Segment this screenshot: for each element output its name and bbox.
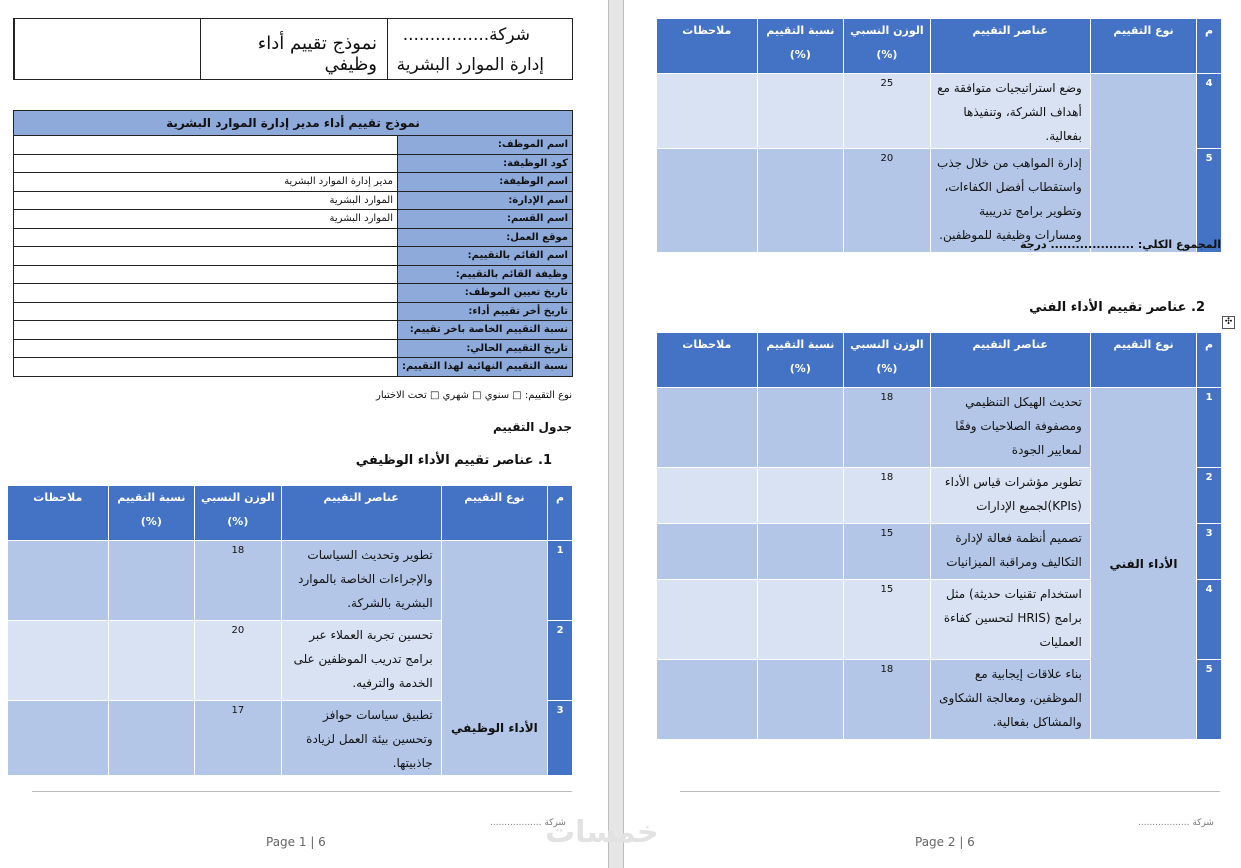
info-row [14,265,573,284]
info-value[interactable] [14,302,398,321]
header-empty-cell [14,19,200,79]
evaluation-type-options: نوع التقييم: □ سنوي □ شهري □ تحت الاختبار [375,390,572,401]
row-number: 4 [1197,74,1222,149]
notes-input-cell[interactable] [8,701,109,776]
evaluation-element: تطوير مؤشرات قياس الأداء (KPIs)لجميع الإدارات [930,468,1090,524]
evaluation-type-cell: الأداء الوظيفي [441,541,547,776]
info-row [14,302,573,321]
info-label: نسبة التقييم الخاصة باخر تقييم: [397,321,572,340]
info-row [14,339,573,358]
schedule-title: جدول التقييم [493,420,572,434]
col-elements: عناصر التقييم [281,486,441,541]
section1-title: 1. عناصر تقييم الأداء الوظيفي [355,453,552,468]
row-number: 3 [1197,524,1222,580]
header-form-cell [200,19,387,79]
info-row [14,154,573,173]
header-box [13,18,573,80]
row-number: 3 [548,701,573,776]
table-row [8,541,573,621]
evaluation-element: إدارة المواهب من خلال جذب واستقطاب أفضل الكفاءات، وتطوير برامج تدريبية ومسارات وظيفية للموظفين. [930,149,1090,253]
info-value[interactable] [14,284,398,303]
evaluation-element: استخدام تقنيات حديثة) مثل برامج (HRIS لتحسين كفاءة العمليات [930,580,1090,660]
info-row [14,321,573,340]
notes-input-cell[interactable] [657,468,758,524]
rating-input-cell[interactable] [108,541,195,621]
rating-input-cell[interactable] [757,660,844,740]
notes-input-cell[interactable] [657,149,758,253]
rating-input-cell[interactable] [757,468,844,524]
info-value[interactable]: الموارد البشرية [14,210,398,229]
section1-evaluation-table [7,485,573,776]
table-row [657,388,1222,468]
employee-info-table [13,110,573,377]
info-value[interactable] [14,339,398,358]
relative-weight: 15 [844,580,931,660]
evaluation-element: وضع استراتيجيات متوافقة مع أهداف الشركة، وتنفيذها بفعالية. [930,74,1090,149]
row-number: 2 [1197,468,1222,524]
evaluation-element: تطوير وتحديث السياسات والإجراءات الخاصة بالموارد البشرية بالشركة. [281,541,441,621]
info-label: اسم الإدارة: [397,191,572,210]
info-label: موقع العمل: [397,228,572,247]
info-table-title: نموذج تقييم أداء مدير إدارة الموارد البشرية [14,111,573,136]
info-label: وظيفة القائم بالتقييم: [397,265,572,284]
relative-weight: 20 [195,621,282,701]
info-row [14,136,573,155]
info-label: اسم القائم بالتقييم: [397,247,572,266]
row-number: 2 [548,621,573,701]
footer-divider [32,791,572,792]
info-row [14,358,573,377]
col-rating: نسبة التقييم (%) [108,486,195,541]
col-rating: نسبة التقييم (%) [757,333,844,388]
info-row [14,247,573,266]
relative-weight: 18 [844,468,931,524]
evaluation-element: تحسين تجربة العملاء عبر برامج تدريب الموظفين على الخدمة والترفيه. [281,621,441,701]
footer-company: شركة .................. [1138,818,1214,828]
info-label: تاريخ تعيين الموظف: [397,284,572,303]
col-notes: ملاحظات [657,19,758,74]
info-row [14,191,573,210]
col-weight: الوزن النسبي (%) [844,19,931,74]
col-num: م [1197,19,1222,74]
evaluation-type-cell: الأداء الفني [1090,388,1196,740]
row-number: 5 [1197,149,1222,253]
document-page-2 [624,0,1241,868]
evaluation-element: بناء علاقات إيجابية مع الموظفين، ومعالجة الشكاوى والمشاكل بفعالية. [930,660,1090,740]
col-elements: عناصر التقييم [930,333,1090,388]
rating-input-cell[interactable] [757,74,844,149]
relative-weight: 17 [195,701,282,776]
info-label: كود الوظيفة: [397,154,572,173]
evaluation-type-cell [1090,74,1196,253]
section2-evaluation-table [656,332,1222,740]
table-row [657,74,1222,149]
info-row [14,284,573,303]
info-label: اسم الموظف: [397,136,572,155]
header-company-cell [387,19,574,79]
page-number: Page 2 | 6 [915,835,975,849]
info-label: اسم القسم: [397,210,572,229]
relative-weight: 20 [844,149,931,253]
info-label: تاريخ أخر تقييم أداء: [397,302,572,321]
col-type: نوع التقييم [441,486,547,541]
row-number: 5 [1197,660,1222,740]
info-label: نسبة التقييم النهائية لهذا التقييم: [397,358,572,377]
col-notes: ملاحظات [8,486,109,541]
rating-input-cell[interactable] [757,149,844,253]
info-value[interactable]: الموارد البشرية [14,191,398,210]
section1-continued-table [656,18,1222,253]
info-row [14,210,573,229]
page-number: Page 1 | 6 [266,835,326,849]
rating-input-cell[interactable] [757,388,844,468]
info-value[interactable] [14,154,398,173]
info-label: اسم الوظيفة: [397,173,572,192]
rating-input-cell[interactable] [757,580,844,660]
footer-divider [680,791,1220,792]
relative-weight: 25 [844,74,931,149]
company-name: شركة................ [402,25,530,45]
info-label: تاريخ التقييم الحالي: [397,339,572,358]
info-value[interactable]: مدير إدارة الموارد البشرية [14,173,398,192]
section2-title: 2. عناصر تقييم الأداء الفني [1029,300,1205,315]
notes-input-cell[interactable] [8,621,109,701]
evaluation-element: تطبيق سياسات حوافز وتحسين بيئة العمل لزيادة جاذبيتها. [281,701,441,776]
table-move-handle-icon[interactable]: ✣ [1222,316,1235,329]
relative-weight: 15 [844,524,931,580]
relative-weight: 18 [195,541,282,621]
info-value[interactable] [14,358,398,377]
info-row [14,173,573,192]
watermark: خمسات [545,815,659,850]
info-row [14,228,573,247]
info-value[interactable] [14,321,398,340]
notes-input-cell[interactable] [8,541,109,621]
info-value[interactable] [14,136,398,155]
footer-company: شركة .................. [490,818,566,828]
rating-input-cell[interactable] [108,621,195,701]
col-weight: الوزن النسبي (%) [195,486,282,541]
relative-weight: 18 [844,388,931,468]
notes-input-cell[interactable] [657,580,758,660]
col-notes: ملاحظات [657,333,758,388]
evaluation-element: تصميم أنظمة فعالة لإدارة التكاليف ومراقبة الميزانيات [930,524,1090,580]
info-value[interactable] [14,228,398,247]
info-value[interactable] [14,247,398,266]
row-number: 4 [1197,580,1222,660]
col-weight: الوزن النسبي (%) [844,333,931,388]
col-type: نوع التقييم [1090,333,1196,388]
col-elements: عناصر التقييم [930,19,1090,74]
rating-input-cell[interactable] [757,524,844,580]
col-num: م [548,486,573,541]
row-number: 1 [548,541,573,621]
notes-input-cell[interactable] [657,74,758,149]
col-rating: نسبة التقييم (%) [757,19,844,74]
col-type: نوع التقييم [1090,19,1196,74]
rating-input-cell[interactable] [108,701,195,776]
col-num: م [1197,333,1222,388]
page-gutter [608,0,624,868]
info-value[interactable] [14,265,398,284]
department-name: إدارة الموارد البشرية [396,55,544,75]
evaluation-element: تحديث الهيكل التنظيمي ومصفوفة الصلاحيات وفقًا لمعايير الجودة [930,388,1090,468]
notes-input-cell[interactable] [657,388,758,468]
row-number: 1 [1197,388,1222,468]
form-title: نموذج تقييم أداء وظيفي [257,33,377,75]
notes-input-cell[interactable] [657,524,758,580]
relative-weight: 18 [844,660,931,740]
notes-input-cell[interactable] [657,660,758,740]
document-page-1 [0,0,608,868]
total-score-line: المجموع الكلي: .................... درجة [1020,238,1221,251]
